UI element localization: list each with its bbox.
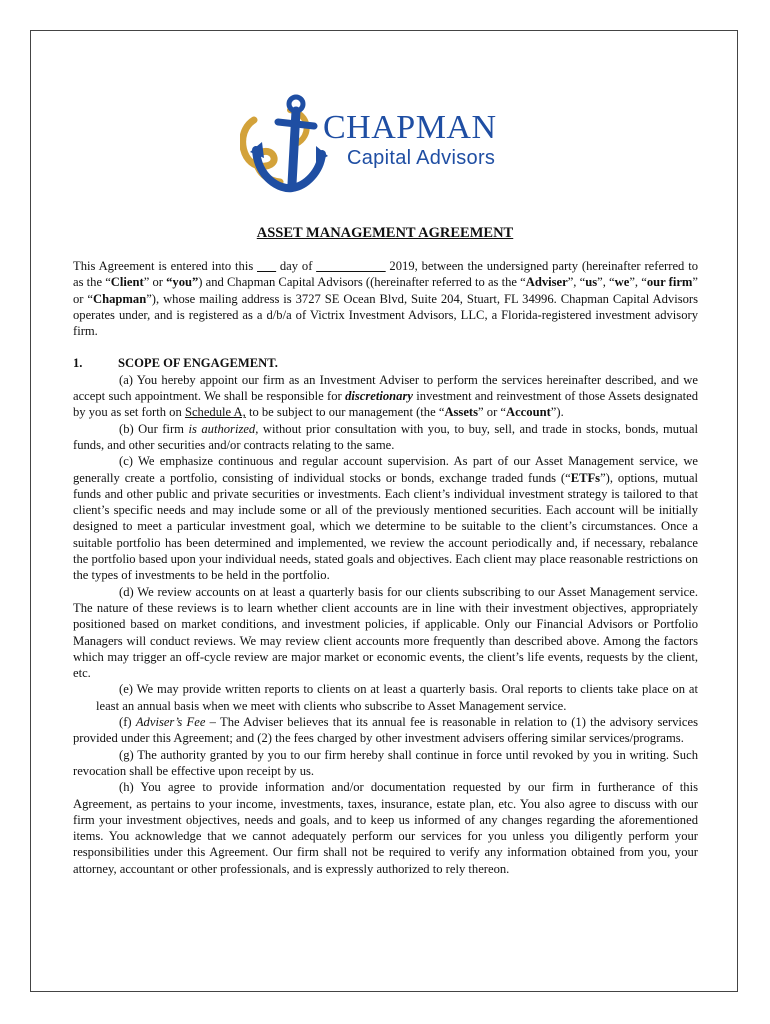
chapman-logo xyxy=(240,92,540,194)
section-number: 1. xyxy=(73,356,83,371)
section-title: SCOPE OF ENGAGEMENT. xyxy=(118,356,278,371)
schedule-a-reference: Schedule A, xyxy=(184,405,246,420)
logo-name: CHAPMAN xyxy=(323,109,497,146)
paragraph-h: (h) You agree to provide information and/or documentation requested by our firm in furtherance of this Agreement, as pertains to your income, investments, taxes, insurance, estate plan, etc. You also agree to discuss with our firm your investment objectives, needs and goals, and to keep us informed of any changes regarding the aforementioned items. You acknowledge that we cannot adequately perform our services for you unless you diligently perform your responsibilities under this Agreement. Our firm shall not be required to verify any information obtained from you, your attorney, accountant or other professionals, and is expressly authorized to rely thereon. xyxy=(73,780,698,876)
paragraph-g: (g) The authority granted by you to our firm hereby shall continue in force until revoked by you in writing. Such revocation shall be effective upon receipt by us. xyxy=(73,747,698,778)
paragraph-f: (f) Adviser’s Fee – The Adviser believes that its annual fee is reasonable in relation to (1) the advisory services provided under this Agreement; and (2) the fees charged by other investment advisers offering similar services/programs. xyxy=(73,715,698,746)
section-heading xyxy=(73,355,698,371)
paragraph-b: (b) Our firm is authorized, without prior consultation with you, to buy, sell, and trade in stocks, bonds, mutual funds, and other securities and/or contracts relating to the same. xyxy=(73,421,698,452)
month-blank: ___________ xyxy=(316,259,386,273)
paragraph-e: (e) We may provide written reports to clients on at least a quarterly basis. Oral reports to clients take place on at least an annual basis when we meet with clients who subscribe to Asset Management service. xyxy=(96,682,698,713)
day-blank: ___ xyxy=(257,259,276,273)
paragraph-a: (a) You hereby appoint our firm as an Investment Adviser to perform the services hereinafter described, and we accept such appointment. We shall be responsible for discretionary investment and reinvestment of those Assets designated by you as set forth on Schedule A, to be subject to our management (the “Assets” or “Account”). xyxy=(73,372,698,420)
document-title: ASSET MANAGEMENT AGREEMENT xyxy=(256,225,514,241)
document-body xyxy=(73,258,698,877)
paragraph-d: (d) We review accounts on at least a quarterly basis for our clients subscribing to our Asset Management service. The nature of these reviews is to learn whether client accounts are in line with their investment objectives, appropriately positioned based on market conditions, and investment policies, if applicable. Only our Financial Advisors or Portfolio Managers will conduct reviews. We may review client accounts more frequently than described above. Among the factors which may trigger an off-cycle review are major market or economic events, the client’s life events, requests by the client, etc. xyxy=(73,584,698,681)
anchor-icon xyxy=(240,92,330,194)
logo-subtitle: Capital Advisors xyxy=(347,147,496,169)
paragraph-c: (c) We emphasize continuous and regular account supervision. As part of our Asset Management service, we generally create a portfolio, consisting of individual stocks or bonds, exchange traded funds (“ETFs”), options, mutual funds and other public and private securities or investments. Each client’s individual investment strategy is tailored to that client’s specific needs and may include some or all of the previously mentioned securities. Each account will be initially designed to meet a particular investment goal, which we determine to be suitable to the client’s circumstances. Once a suitable portfolio has been determined and implemented, we review the account periodically and, if necessary, rebalance the portfolio based upon your individual needs, stated goals and objectives. Each client may place reasonable restrictions on the types of investments to be held in the portfolio. xyxy=(73,454,698,583)
intro-paragraph: This Agreement is entered into this ___ day of ___________ 2019, between the undersigned party (hereinafter referred to as the “Client” or “you”) and Chapman Capital Advisors ((hereinafter referred to as the “Adviser”, “us”, “we”, “our firm” or “Chapman”), whose mailing address is 3727 SE Ocean Blvd, Suite 204, Stuart, FL 34996. Chapman Capital Advisors operates under, and is registered as a d/b/a of Victrix Investment Advisors, LLC, a Florida-registered investment advisory firm. xyxy=(73,259,699,339)
